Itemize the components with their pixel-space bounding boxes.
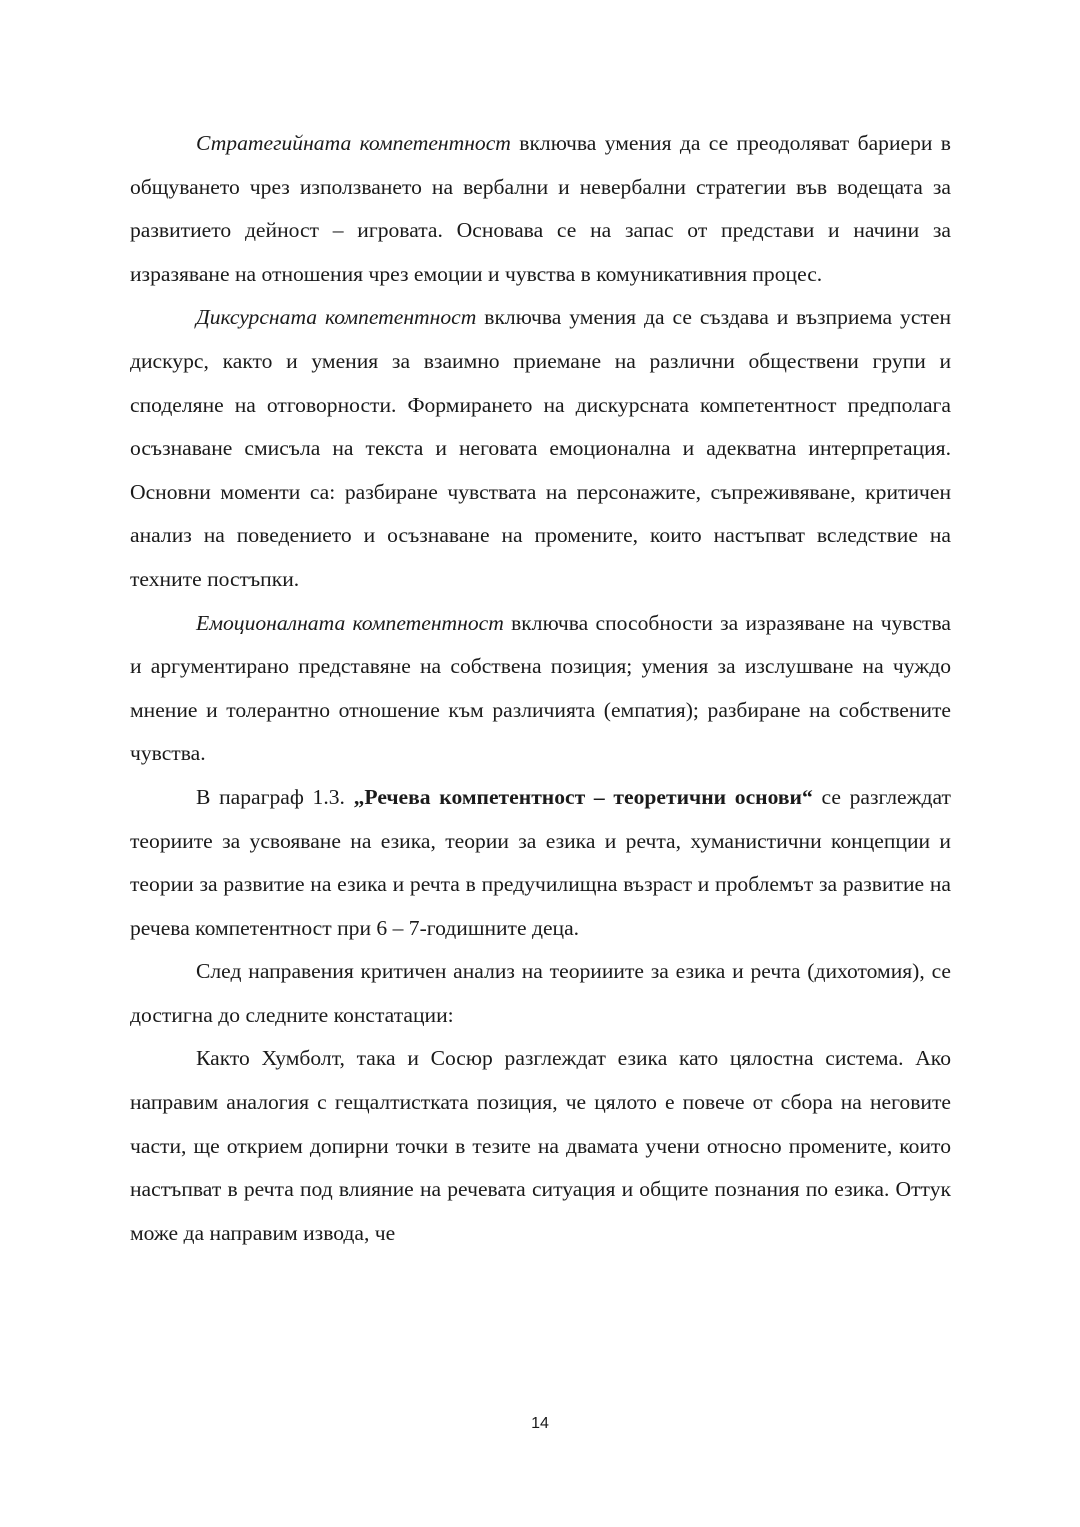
paragraph-speech-competence-section [130, 776, 951, 950]
term-discourse-competence: Диксурсната компетентност [196, 305, 477, 330]
paragraph-text: Както Хумболт, така и Сосюр разглеждат езика като цялостна система. Ако направим аналогия с гещалтистката позиция, че цялото е повече от сбора на неговите части, ще открием допирни точки в тезите на двамата учени относно промените, които настъпват в речта под влияние на речевата ситуация и общите познания по езика. Оттук може да направим извода, че [130, 1046, 951, 1245]
paragraph-text: включва умения да се преодоляват бариери в общуването чрез използването на вербални и невербални стратегии във водещата за развитието дейност – игровата. Основава се на запас от представи и начини за изразяване на отношения чрез емоции и чувства в комуникативния процес. [130, 131, 951, 286]
paragraph-analysis-conclusions [130, 950, 951, 1037]
term-emotional-competence: Емоционалната компетентност [196, 610, 504, 635]
paragraph-emotional-competence [130, 602, 951, 776]
page-number: 14 [531, 1415, 549, 1432]
section-title: „Речева компетентност – теоретични основи“ [353, 784, 813, 809]
document-body [130, 122, 951, 1255]
paragraph-strategic-competence [130, 122, 951, 296]
paragraph-discourse-competence [130, 296, 951, 601]
paragraph-text: се разглеждат теориите за усвояване на езика, теории за езика и речта, хуманистични концепции и теории за развитие на езика и речта в предучилищна възраст и проблемът за развитие на речева компетентност при 6 – 7-годишните деца. [130, 784, 951, 940]
paragraph-text: В параграф 1.3. [196, 784, 354, 809]
paragraph-text: След направения критичен анализ на теорииите за езика и речта (дихотомия), се достигна до следните констатации: [130, 959, 951, 1027]
paragraph-text: включва умения да се създава и възприема устен дискурс, както и умения за взаимно приемане на различни обществени групи и споделяне на отговорности. Формирането на дискурсната компетентност предполага осъзнаване смисъла на текста и неговата емоционална и адекватна интерпретация. Основни моменти са: разбиране чувствата на персонажите, съпреживяване, критичен анализ на поведението и осъзнаване на промените, които настъпват вследствие на техните постъпки. [130, 305, 951, 591]
paragraph-humboldt-saussure [130, 1037, 951, 1255]
paragraph-text: включва способности за изразяване на чувства и аргументирано представяне на собствена позиция; умения за изслушване на чуждо мнение и толерантно отношение към различията (емпатия); разбиране на собствените чувства. [130, 610, 951, 766]
term-strategic-competence: Стратегийната компетентност [196, 131, 511, 155]
